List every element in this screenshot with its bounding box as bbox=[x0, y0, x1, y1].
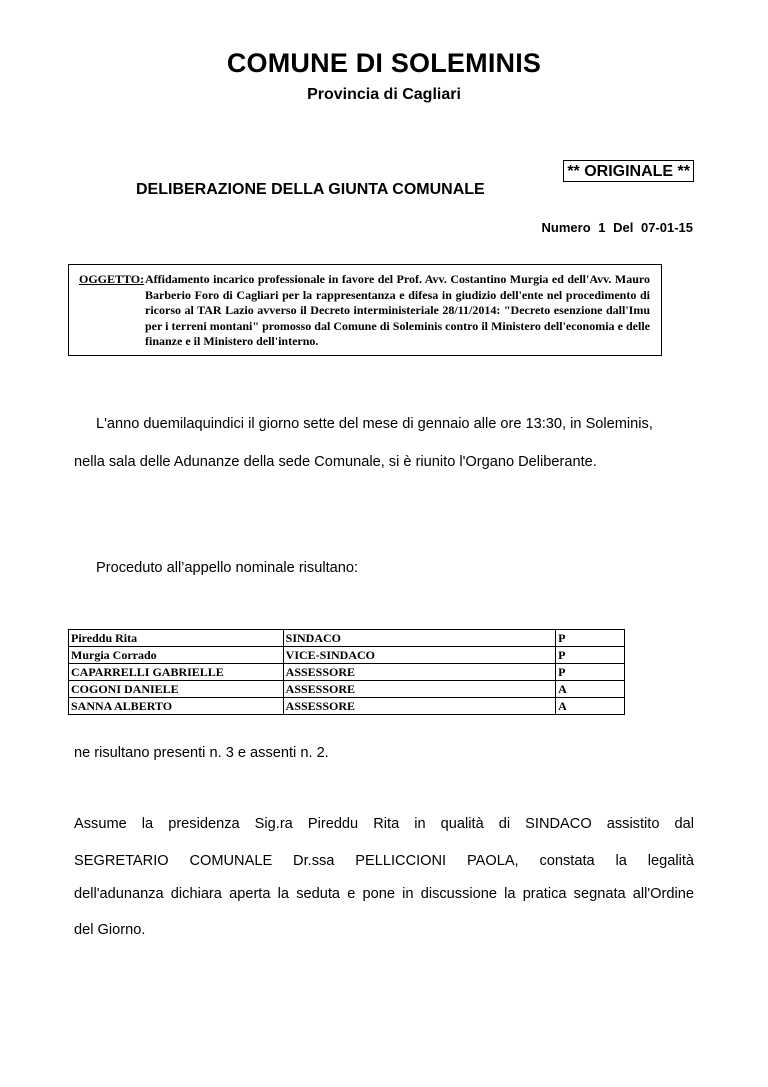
table-row bbox=[69, 698, 625, 715]
member-role: ASSESSORE bbox=[283, 698, 555, 715]
table-row bbox=[69, 664, 625, 681]
member-status: P bbox=[556, 664, 625, 681]
oggetto-label: OGGETTO: bbox=[79, 272, 145, 286]
presidency-line3: dell'adunanza dichiara aperta la seduta e pone in discussione la pratica segnata all'Ordine bbox=[74, 886, 694, 902]
member-name: COGONI DANIELE bbox=[69, 681, 284, 698]
member-role: VICE-SINDACO bbox=[283, 647, 555, 664]
page-title: COMUNE DI SOLEMINIS bbox=[226, 48, 542, 78]
member-role: ASSESSORE bbox=[283, 664, 555, 681]
presence-summary: ne risultano presenti n. 3 e assenti n. 2. bbox=[74, 745, 329, 761]
member-status: P bbox=[556, 647, 625, 664]
member-name: SANNA ALBERTO bbox=[69, 698, 284, 715]
oggetto-text: Affidamento incarico professionale in favore del Prof. Avv. Costantino Murgia ed dell'Avv. Mauro Barberio Foro di Cagliari per la rappresentanza e difesa in giudizio dell'ente nel procedimento di ricorso al TAR Lazio avverso il Decreto interministeriale 28/11/2014: "Decreto esenzione dall'Imu per i terreni montani" promosso dal Comune di Soleminis contro il Ministero dell'economia e delle finanze e il Ministero dell'interno. bbox=[145, 272, 650, 349]
member-status: A bbox=[556, 698, 625, 715]
oggetto-box bbox=[68, 264, 662, 356]
opening-paragraph-line2: nella sala delle Adunanze della sede Comunale, si è riunito l'Organo Deliberante. bbox=[74, 454, 597, 470]
opening-paragraph-line1: L'anno duemilaquindici il giorno sette del mese di gennaio alle ore 13:30, in Soleminis, bbox=[96, 416, 653, 432]
deliberation-heading: DELIBERAZIONE DELLA GIUNTA COMUNALE bbox=[136, 181, 485, 198]
member-status: P bbox=[556, 630, 625, 647]
member-name: Pireddu Rita bbox=[69, 630, 284, 647]
deliberation-number: Numero 1 Del 07-01-15 bbox=[541, 220, 693, 235]
presidency-line2: SEGRETARIO COMUNALE Dr.ssa PELLICCIONI PAOLA, constata la legalità bbox=[74, 853, 694, 869]
member-name: CAPARRELLI GABRIELLE bbox=[69, 664, 284, 681]
member-status: A bbox=[556, 681, 625, 698]
attendance-table bbox=[68, 629, 625, 715]
table-row bbox=[69, 630, 625, 647]
member-name: Murgia Corrado bbox=[69, 647, 284, 664]
province-subtitle: Provincia di Cagliari bbox=[307, 86, 461, 103]
presidency-line4: del Giorno. bbox=[74, 922, 146, 938]
original-badge: ** ORIGINALE ** bbox=[563, 160, 694, 182]
table-row bbox=[69, 647, 625, 664]
roll-call-intro: Proceduto all’appello nominale risultano: bbox=[96, 560, 359, 576]
member-role: ASSESSORE bbox=[283, 681, 555, 698]
member-role: SINDACO bbox=[283, 630, 555, 647]
presidency-line1: Assume la presidenza Sig.ra Pireddu Rita in qualità di SINDACO assistito dal bbox=[74, 816, 694, 832]
table-row bbox=[69, 681, 625, 698]
